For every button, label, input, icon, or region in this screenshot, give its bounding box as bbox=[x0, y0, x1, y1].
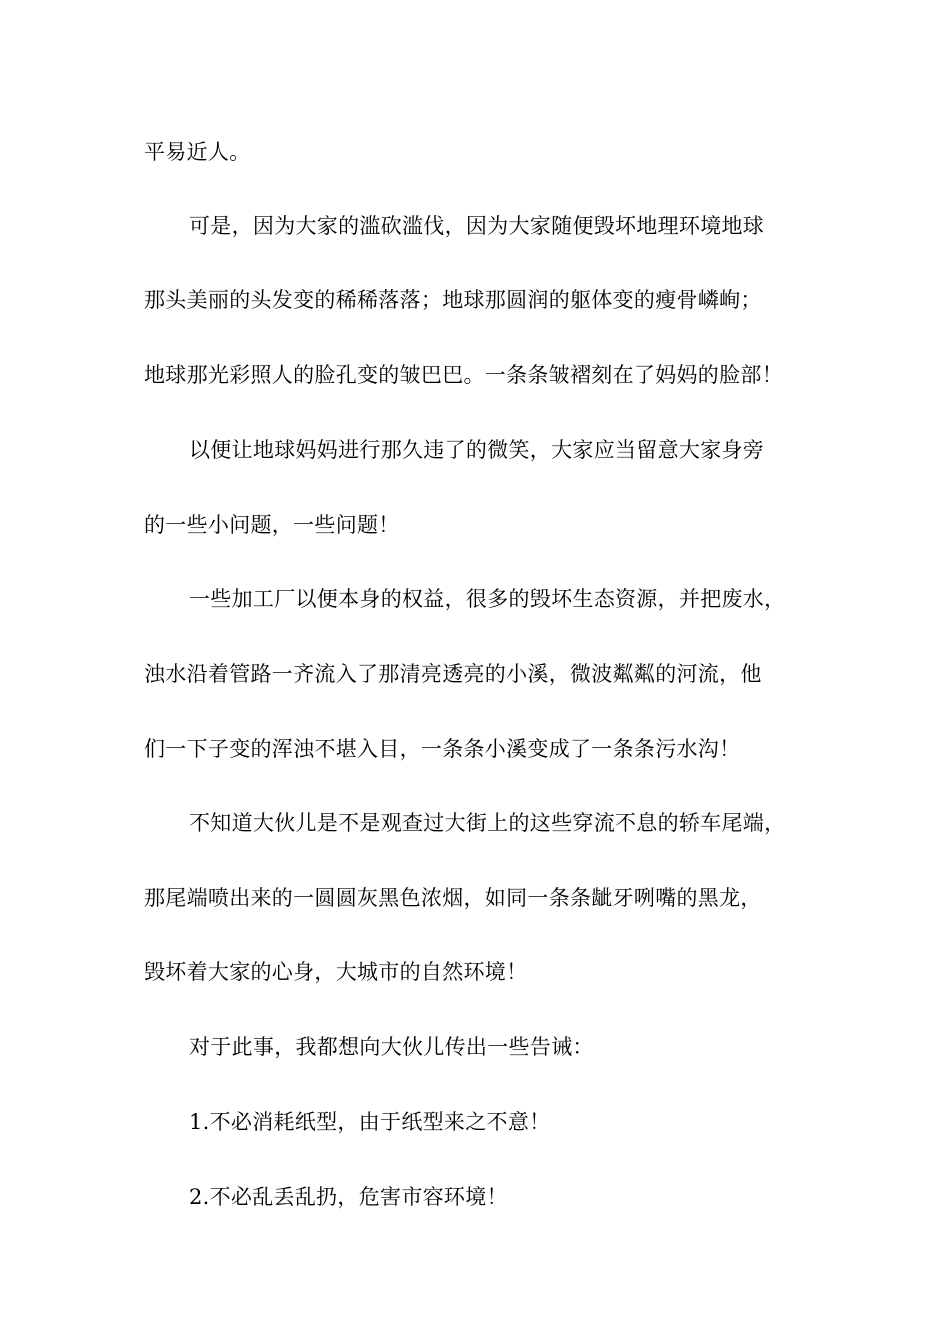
text-line-13: 对于此事，我都想向大伙儿传出一些告诫： bbox=[189, 1035, 594, 1059]
text-line-10: 不知道大伙儿是不是观查过大街上的这些穿流不息的轿车尾端， bbox=[189, 811, 786, 835]
text-line-4: 地球那光彩照人的脸孔变的皱巴巴。一条条皱褶刻在了妈妈的脸部！ bbox=[144, 363, 783, 387]
text-line-9: 们一下子变的浑浊不堪入目，一条条小溪变成了一条条污水沟！ bbox=[144, 737, 741, 761]
text-line-1: 平易近人。 bbox=[144, 140, 251, 164]
text-line-11: 那尾端喷出来的一圆圆灰黑色浓烟，如同一条条龇牙咧嘴的黑龙， bbox=[144, 886, 762, 910]
text-line-2: 可是，因为大家的滥砍滥伐，因为大家随便毁坏地理环境地球 bbox=[189, 214, 765, 238]
text-line-15: 2.不必乱丢乱扔，危害市容环境！ bbox=[189, 1185, 508, 1209]
text-line-12: 毁坏着大家的心身，大城市的自然环境！ bbox=[144, 960, 528, 984]
text-line-3: 那头美丽的头发变的稀稀落落；地球那圆润的躯体变的瘦骨嶙峋； bbox=[144, 288, 762, 312]
text-line-5: 以便让地球妈妈进行那久违了的微笑，大家应当留意大家身旁 bbox=[189, 438, 765, 462]
text-line-6: 的一些小问题，一些问题！ bbox=[144, 513, 400, 537]
text-line-8: 浊水沿着管路一齐流入了那清亮透亮的小溪，微波粼粼的河流，他 bbox=[144, 662, 762, 686]
text-line-7: 一些加工厂以便本身的权益，很多的毁坏生态资源，并把废水， bbox=[189, 587, 786, 611]
text-line-14: 1.不必消耗纸型，由于纸型来之不意！ bbox=[189, 1110, 551, 1134]
